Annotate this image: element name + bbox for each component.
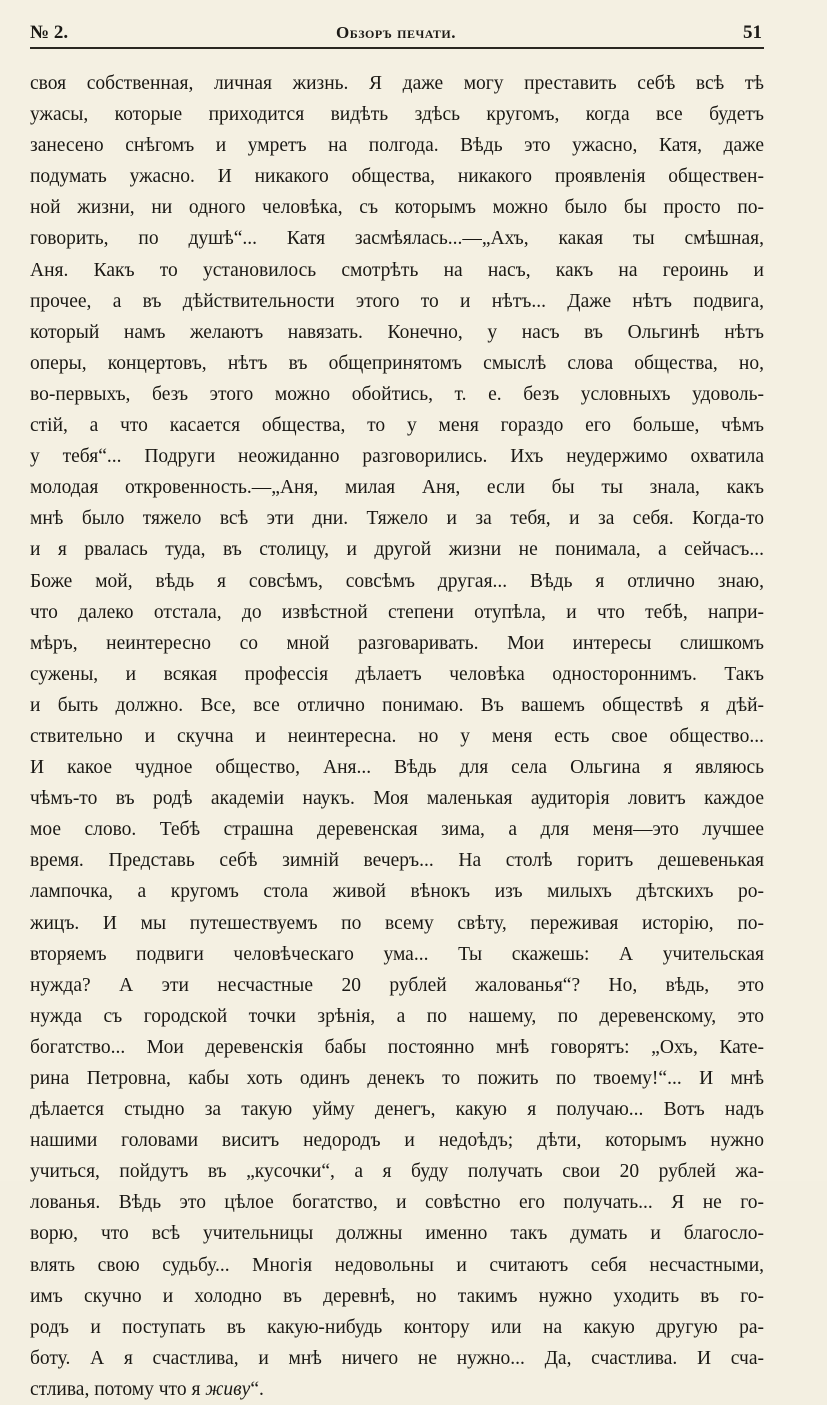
text-line: ворю, что всѣ учительницы должны именно такъ думать и благосло- bbox=[30, 1223, 764, 1245]
text-line: мнѣ было тяжело всѣ эти дни. Тяжело и за тебя, и за себя. Когда-то bbox=[30, 508, 764, 530]
text-line: боту. А я счастлива, и мнѣ ничего не нужно... Да, счастлива. И сча- bbox=[30, 1347, 764, 1369]
text-line-final bbox=[30, 1374, 764, 1405]
text-line: Аня. Какъ то установилось смотрѣть на насъ, какъ на героинь и bbox=[30, 259, 764, 281]
running-title: Обзоръ печати. bbox=[336, 23, 456, 42]
text-line: нужда? А эти несчастные 20 рублей жалованья“? Но, вѣдь, это bbox=[30, 974, 764, 996]
text-line: занесено снѣгомъ и умретъ на полгода. Вѣдь это ужасно, Катя, даже bbox=[30, 135, 764, 157]
text-line: что далеко отстала, до извѣстной степени отупѣла, и что тебѣ, напри- bbox=[30, 601, 764, 623]
text-line: прочее, а въ дѣйствительности этого то и нѣтъ... Даже нѣтъ подвига, bbox=[30, 290, 764, 312]
text-line: богатство... Мои деревенскія бабы постоянно мнѣ говорятъ: „Охъ, Кате- bbox=[30, 1036, 764, 1058]
emphasized-word: живу bbox=[205, 1378, 251, 1400]
text-line: своя собственная, личная жизнь. Я даже могу преставить себѣ всѣ тѣ bbox=[30, 73, 764, 94]
text-line: время. Представь себѣ зимній вечеръ... На столѣ горитъ дешевенькая bbox=[30, 850, 764, 872]
text-line: лампочка, а кругомъ стола живой вѣнокъ изъ милыхъ дѣтскихъ ро- bbox=[30, 881, 764, 903]
text-line: и я рвалась туда, въ столицу, и другой жизни не понимала, а сейчасъ... bbox=[30, 539, 764, 561]
text-line: жицъ. И мы путешествуемъ по всему свѣту, переживая исторію, по- bbox=[30, 912, 764, 934]
text-line: который намъ желаютъ навязать. Конечно, у насъ въ Ольгинѣ нѣтъ bbox=[30, 321, 764, 343]
text-line: у тебя“... Подруги неожиданно разговорились. Ихъ неудержимо охватила bbox=[30, 446, 764, 468]
text-line: нашими головами виситъ недородъ и недоѣдъ; дѣти, которымъ нужно bbox=[30, 1130, 764, 1152]
text-line: и быть должно. Все, все отлично понимаю. Въ вашемъ обществѣ я дѣй- bbox=[30, 694, 764, 716]
text-line: стій, а что касается общества, то у меня гораздо его больше, чѣмъ bbox=[30, 415, 764, 437]
text-line: мое слово. Тебѣ страшна деревенская зима, а для меня—это лучшее bbox=[30, 819, 764, 841]
text-line: дѣлается стыдно за такую уйму денегъ, какую я получаю... Вотъ надъ bbox=[30, 1099, 764, 1121]
header-rule bbox=[30, 47, 764, 49]
issue-number: № 2. bbox=[30, 22, 69, 43]
text-line: ствительно и скучна и неинтересна. но у меня есть свое общество... bbox=[30, 725, 764, 747]
page-number: 51 bbox=[743, 22, 762, 43]
text-line: ной жизни, ни одного человѣка, съ которымъ можно было бы просто по- bbox=[30, 197, 764, 219]
text-line: вторяемъ подвиги человѣческаго ума... Ты скажешь: А учительская bbox=[30, 943, 764, 965]
text-line: лованья. Вѣдь это цѣлое богатство, и совѣстно его получать... Я не го- bbox=[30, 1192, 764, 1214]
text-line: нужда съ городской точки зрѣнія, а по нашему, по деревенскому, это bbox=[30, 1005, 764, 1027]
text-line: родъ и поступать въ какую-нибудь контору или на какую другую ра- bbox=[30, 1316, 764, 1338]
body-text bbox=[30, 68, 764, 1405]
text-line: во-первыхъ, безъ этого можно обойтись, т. е. безъ условныхъ удоволь- bbox=[30, 383, 764, 405]
closing-quote: “. bbox=[250, 1378, 264, 1400]
text-line: ужасы, которые приходится видѣть здѣсь кругомъ, когда все будетъ bbox=[30, 104, 764, 126]
text-line: мѣръ, неинтересно со мной разговаривать. Мои интересы слишкомъ bbox=[30, 632, 764, 654]
text-line: И какое чудное общество, Аня... Вѣдь для села Ольгина я являюсь bbox=[30, 757, 764, 779]
text-line: молодая откровенность.—„Аня, милая Аня, если бы ты знала, какъ bbox=[30, 477, 764, 499]
text-line: чѣмъ-то въ родѣ академіи наукъ. Моя маленькая аудиторія ловитъ каждое bbox=[30, 788, 764, 810]
text-line: учиться, пойдутъ въ „кусочки“, а я буду получать свои 20 рублей жа- bbox=[30, 1161, 764, 1183]
text-line: оперы, концертовъ, нѣтъ въ общепринятомъ смыслѣ слова общества, но, bbox=[30, 352, 764, 374]
text-line: сужены, и всякая профессія дѣлаетъ человѣка одностороннимъ. Такъ bbox=[30, 663, 764, 685]
text-line: Боже мой, вѣдь я совсѣмъ, совсѣмъ другая... Вѣдь я отлично знаю, bbox=[30, 570, 764, 592]
text-line: подумать ужасно. И никакого общества, никакого проявленія обществен- bbox=[30, 166, 764, 188]
text-line: говорить, по душѣ“... Катя засмѣялась...—„Ахъ, какая ты смѣшная, bbox=[30, 228, 764, 250]
text-line: имъ скучно и холодно въ деревнѣ, но такимъ нужно уходить въ го- bbox=[30, 1285, 764, 1307]
text-line: влять свою судьбу... Многія недовольны и считаютъ себя несчастными, bbox=[30, 1254, 764, 1276]
final-line-text: стлива, потому что я bbox=[30, 1378, 206, 1400]
page-header bbox=[30, 20, 762, 48]
text-line: рина Петровна, кабы хоть одинъ денекъ то пожить по твоему!“... И мнѣ bbox=[30, 1068, 764, 1089]
